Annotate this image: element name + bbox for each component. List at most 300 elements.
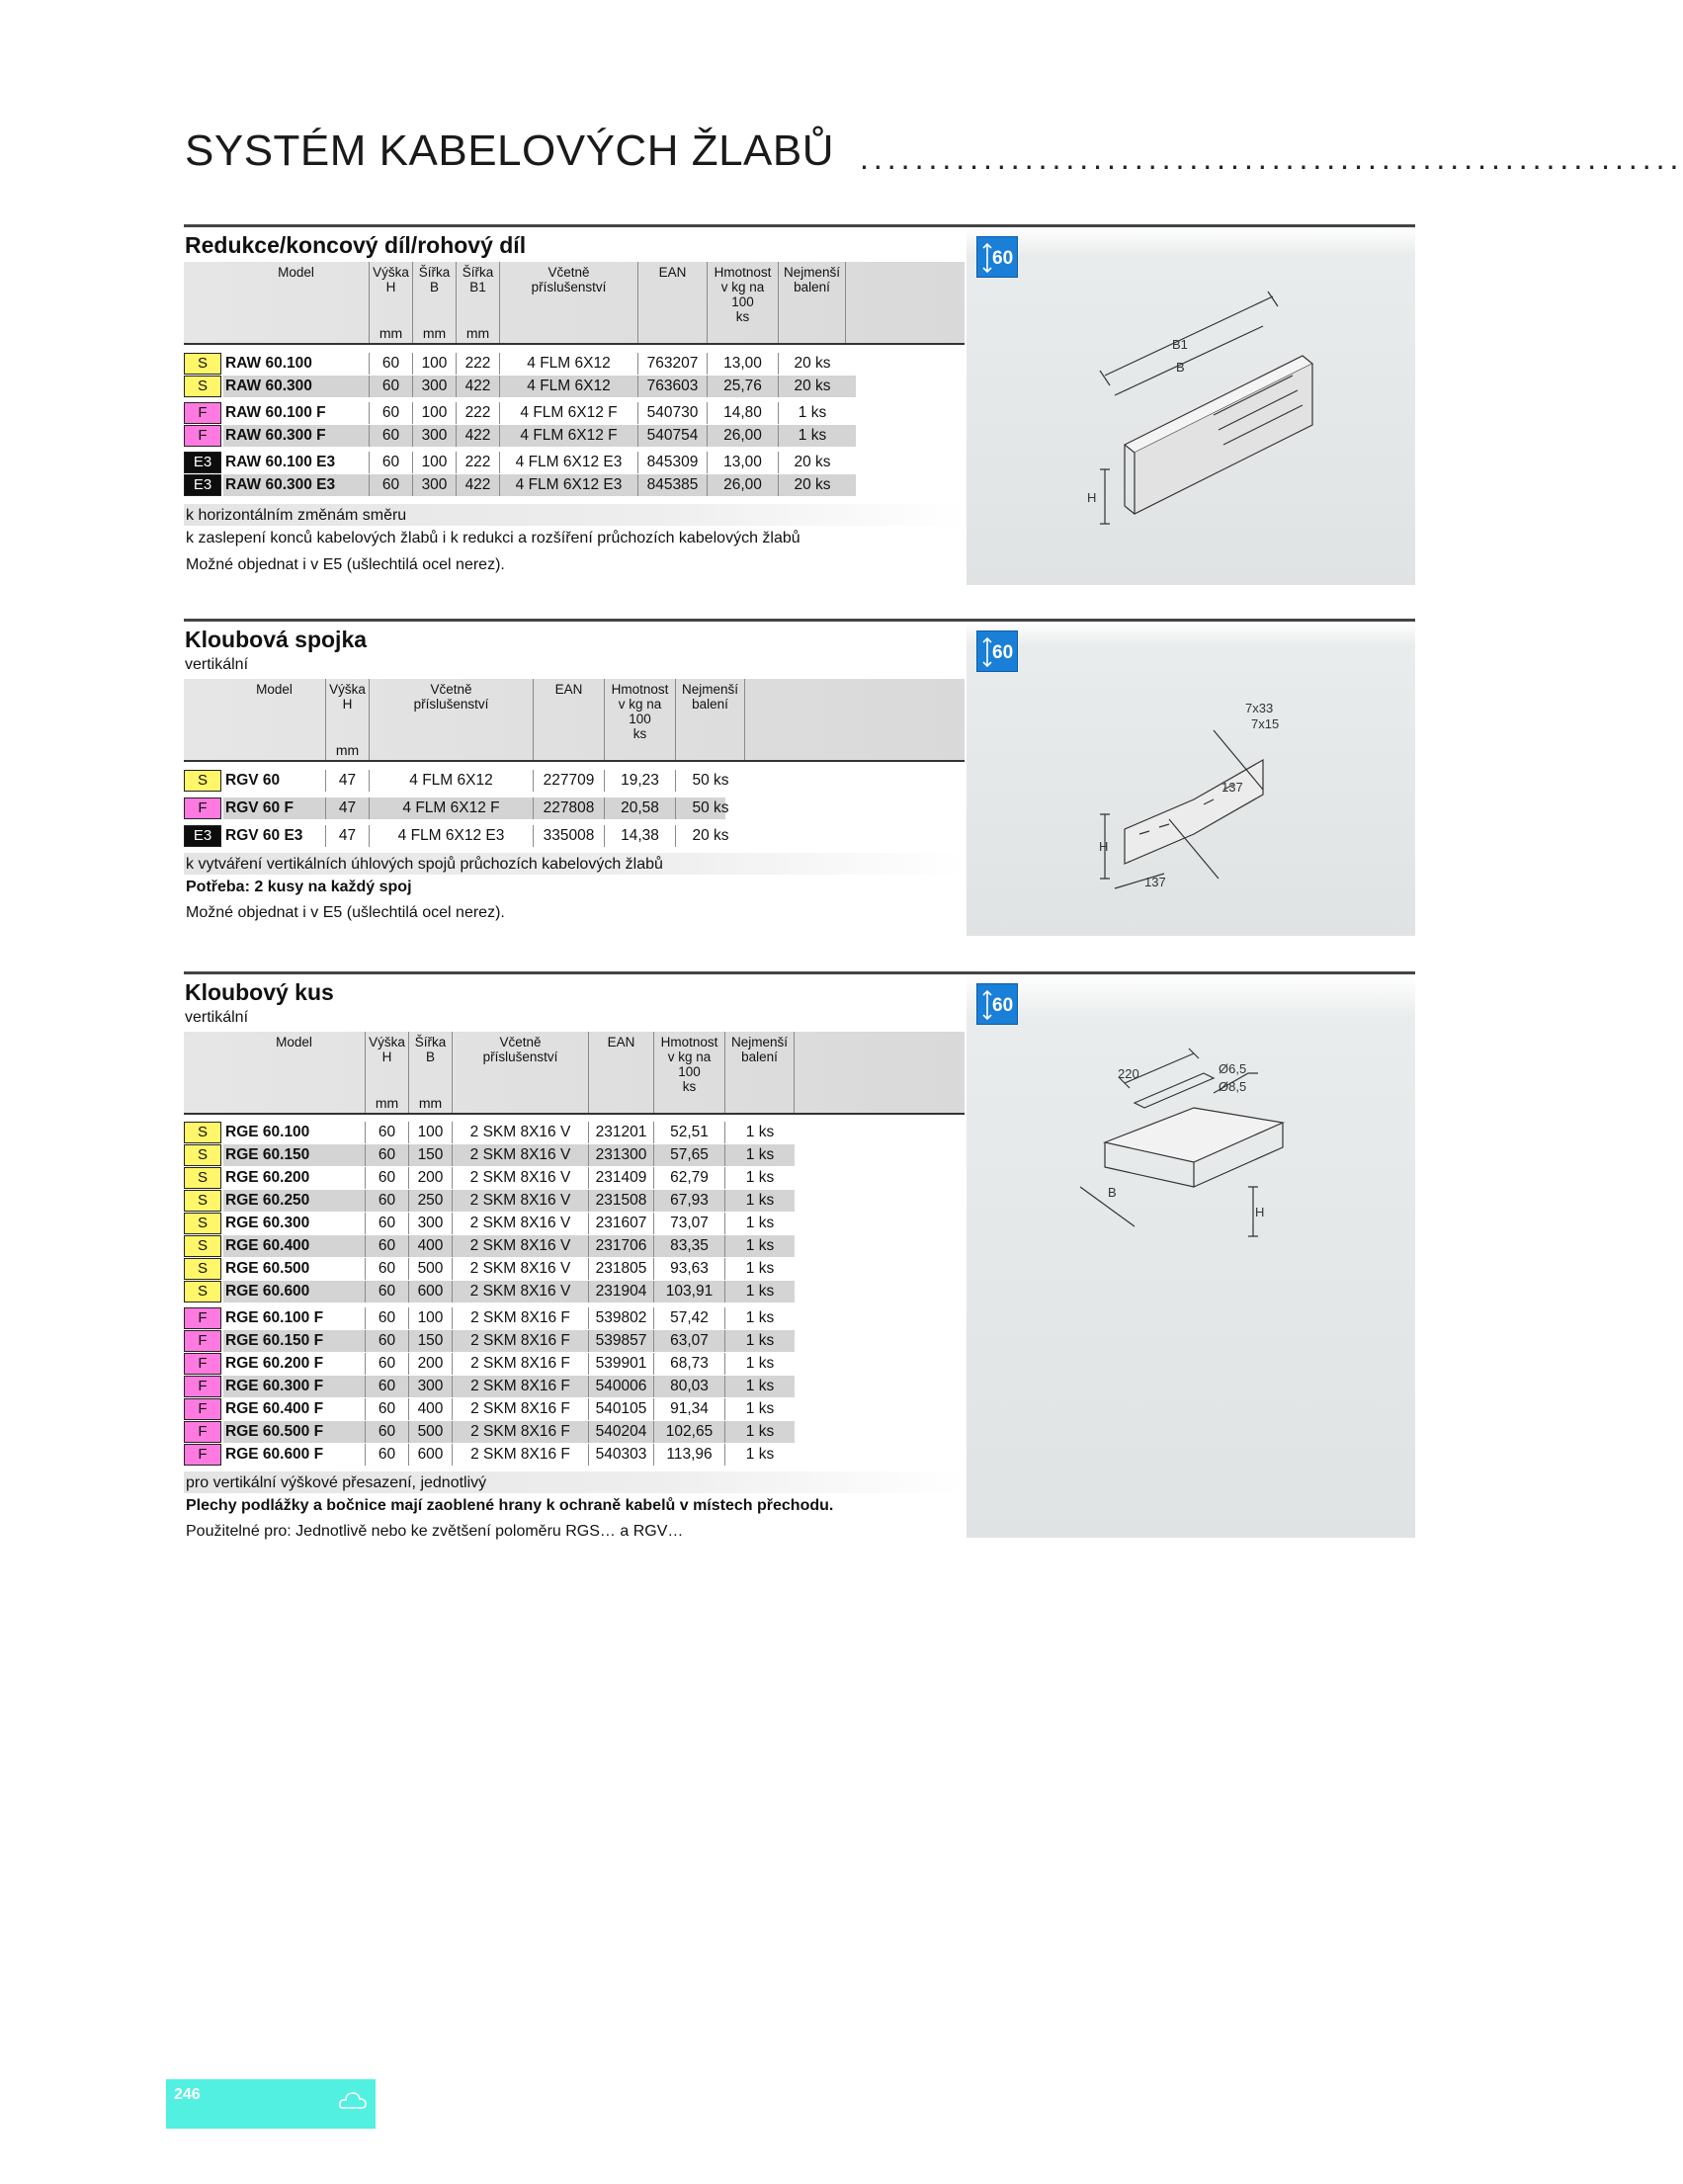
cell-nejmensi-baleni: 1 ks <box>798 404 827 421</box>
cell-vcetne-prislusenstvi: 4 FLM 6X12 F <box>370 798 534 819</box>
finish-tag: S <box>184 1167 221 1189</box>
table-row <box>184 1398 795 1420</box>
finish-tag: S <box>184 1258 221 1280</box>
cell-sirka-b: 300 <box>413 376 457 397</box>
model-cell: RGE 60.400 <box>223 1235 366 1257</box>
cell-vcetne-prislusenstvi: 2 SKM 8X16 V <box>453 1235 589 1257</box>
column-unit: mm <box>418 1095 443 1111</box>
table-header <box>184 262 965 345</box>
cell-ean: 231508 <box>589 1190 654 1212</box>
table-header <box>184 1032 965 1115</box>
cell-nejmensi-baleni: 1 ks <box>745 1192 775 1209</box>
usage-note: k horizontálním změnám směru <box>184 504 965 526</box>
cell-ean: 227808 <box>534 798 605 819</box>
svg-text:Ø6,5: Ø6,5 <box>1219 1061 1247 1076</box>
cell-sirka-b1: 422 <box>457 474 500 496</box>
column-header-model <box>223 262 370 343</box>
section-title: Kloubový kus <box>185 979 334 1005</box>
column-header-label: Nejmenší balení <box>730 1035 789 1064</box>
table-header <box>184 679 965 762</box>
finish-tag: S <box>184 1235 221 1257</box>
height-badge <box>976 983 1018 1025</box>
cell-vcetne-prislusenstvi: 4 FLM 6X12 <box>500 376 638 397</box>
model-cell: RAW 60.100 <box>223 353 370 375</box>
column-header-label: Hmotnost v kg na 100 ks <box>714 265 772 324</box>
cell-nejmensi-baleni: 1 ks <box>745 1169 775 1186</box>
cell-vyska-h: 60 <box>366 1421 409 1443</box>
cell-hmotnost-v-kg-na-100-ks: 83,35 <box>654 1235 725 1257</box>
cell-ean: 539901 <box>589 1353 654 1375</box>
column-header-ean <box>589 1032 654 1113</box>
cell-sirka-b1: 422 <box>457 425 500 447</box>
section-kloubova-spojka <box>184 619 1415 939</box>
row-cells <box>223 452 856 473</box>
row-cells <box>223 1258 795 1280</box>
cell-sirka-b: 300 <box>413 425 457 447</box>
row-cells <box>223 402 856 424</box>
section-note: Potřeba: 2 kusy na každý spoj <box>186 879 412 895</box>
finish-tag: S <box>184 1190 221 1212</box>
column-header-vyska-h <box>370 262 413 343</box>
cell-ean: 540730 <box>638 402 708 424</box>
column-unit: mm <box>465 325 490 341</box>
column-header-label: Včetně příslušenství <box>482 1035 558 1064</box>
cell-vcetne-prislusenstvi: 4 FLM 6X12 E3 <box>500 474 638 496</box>
model-cell: RGE 60.600 F <box>223 1444 366 1466</box>
table-row <box>184 1281 795 1302</box>
model-cell: RAW 60.300 E3 <box>223 474 370 496</box>
finish-tag: S <box>184 1281 221 1302</box>
cell-ean: 227709 <box>534 770 605 792</box>
badge-value: 60 <box>992 248 1014 269</box>
cell-vyska-h: 60 <box>366 1213 409 1234</box>
cell-vcetne-prislusenstvi: 2 SKM 8X16 V <box>453 1258 589 1280</box>
cell-ean: 231201 <box>589 1122 654 1143</box>
table-row <box>184 1235 795 1257</box>
cell-sirka-b1: 422 <box>457 376 500 397</box>
cell-hmotnost-v-kg-na-100-ks: 52,51 <box>654 1122 725 1143</box>
cell-vcetne-prislusenstvi: 4 FLM 6X12 E3 <box>370 825 534 847</box>
column-header-label: Šířka B1 <box>462 265 494 294</box>
cell-nejmensi-baleni: 20 ks <box>794 476 831 493</box>
row-cells <box>223 798 729 819</box>
cell-vcetne-prislusenstvi: 2 SKM 8X16 F <box>453 1444 589 1466</box>
cell-hmotnost-v-kg-na-100-ks: 26,00 <box>708 474 779 496</box>
row-cells <box>223 1144 795 1166</box>
finish-tag: S <box>184 1144 221 1166</box>
cell-nejmensi-baleni: 1 ks <box>798 427 827 444</box>
cell-hmotnost-v-kg-na-100-ks: 26,00 <box>708 425 779 447</box>
column-header-label: Včetně příslušenství <box>531 265 607 294</box>
cell-vyska-h: 60 <box>366 1281 409 1302</box>
cell-sirka-b: 150 <box>409 1144 453 1166</box>
model-cell: RGV 60 E3 <box>223 825 326 847</box>
finish-tag: F <box>184 798 221 819</box>
column-unit: mm <box>422 325 447 341</box>
cell-hmotnost-v-kg-na-100-ks: 73,07 <box>654 1213 725 1234</box>
cell-vcetne-prislusenstvi: 2 SKM 8X16 V <box>453 1281 589 1302</box>
finish-tag: F <box>184 1376 221 1397</box>
cell-vcetne-prislusenstvi: 2 SKM 8X16 V <box>453 1167 589 1189</box>
cell-vyska-h: 60 <box>370 402 413 424</box>
table-row <box>184 474 856 496</box>
model-cell: RAW 60.100 E3 <box>223 452 370 473</box>
cell-ean: 540105 <box>589 1398 654 1420</box>
cell-ean: 539802 <box>589 1307 654 1329</box>
page-footer <box>166 2079 376 2129</box>
table-row <box>184 1167 795 1189</box>
product-drawing <box>967 974 1415 1538</box>
cell-vcetne-prislusenstvi: 2 SKM 8X16 F <box>453 1421 589 1443</box>
table-row <box>184 353 856 375</box>
model-cell: RAW 60.300 <box>223 376 370 397</box>
table-row <box>184 1421 795 1443</box>
section-note: Možné objednat i v E5 (ušlechtilá ocel nerez). <box>186 556 505 573</box>
column-unit: mm <box>375 1095 399 1111</box>
cell-ean: 540303 <box>589 1444 654 1466</box>
row-cells <box>223 1190 795 1212</box>
product-drawing-panel <box>967 974 1415 1538</box>
cell-vcetne-prislusenstvi: 2 SKM 8X16 F <box>453 1376 589 1397</box>
row-cells <box>223 1307 795 1329</box>
cell-vyska-h: 60 <box>366 1376 409 1397</box>
model-cell: RGE 60.100 <box>223 1122 366 1143</box>
cell-hmotnost-v-kg-na-100-ks: 103,91 <box>654 1281 725 1302</box>
cell-ean: 539857 <box>589 1330 654 1352</box>
cell-vyska-h: 60 <box>366 1330 409 1352</box>
cell-vcetne-prislusenstvi: 2 SKM 8X16 V <box>453 1213 589 1234</box>
table-row <box>184 1122 795 1143</box>
finish-tag: S <box>184 770 221 792</box>
cell-sirka-b: 200 <box>409 1167 453 1189</box>
cell-nejmensi-baleni: 1 ks <box>745 1332 775 1349</box>
section-subtitle: vertikální <box>185 656 249 673</box>
product-drawing <box>967 622 1415 936</box>
table-row <box>184 1190 795 1212</box>
cell-vcetne-prislusenstvi: 4 FLM 6X12 <box>370 770 534 792</box>
column-header-label: Výška H <box>373 265 409 294</box>
model-cell: RGE 60.500 <box>223 1258 366 1280</box>
column-header-sirka-b <box>413 262 457 343</box>
section-kloubovy-kus <box>184 971 1415 1541</box>
row-cells <box>223 1376 795 1397</box>
column-header-label: Šířka B <box>418 265 451 294</box>
cell-vyska-h: 60 <box>370 425 413 447</box>
cloud-icon <box>338 2088 368 2114</box>
cell-sirka-b: 100 <box>409 1307 453 1329</box>
title-leader-dots: ............................................................ <box>860 140 1683 176</box>
cell-hmotnost-v-kg-na-100-ks: 91,34 <box>654 1398 725 1420</box>
column-header-label: Včetně příslušenství <box>413 682 489 712</box>
cell-nejmensi-baleni: 1 ks <box>745 1237 775 1254</box>
cell-sirka-b: 500 <box>409 1421 453 1443</box>
cell-nejmensi-baleni: 1 ks <box>745 1309 775 1326</box>
cell-vcetne-prislusenstvi: 4 FLM 6X12 F <box>500 425 638 447</box>
cell-nejmensi-baleni: 1 ks <box>745 1423 775 1440</box>
table-row <box>184 1353 795 1375</box>
model-cell: RGE 60.300 F <box>223 1376 366 1397</box>
table-row <box>184 1213 795 1234</box>
section-note: Použitelné pro: Jednotlivě nebo ke zvětšení poloměru RGS… a RGV… <box>186 1523 684 1540</box>
column-header-nejmensi-baleni <box>779 262 846 343</box>
svg-text:B: B <box>1176 360 1185 375</box>
cell-ean: 845309 <box>638 452 708 473</box>
usage-note: pro vertikální výškové přesazení, jednotlivý <box>184 1471 965 1493</box>
height-badge <box>976 630 1018 672</box>
cell-vcetne-prislusenstvi: 2 SKM 8X16 F <box>453 1353 589 1375</box>
column-header-vyska-h <box>326 679 370 760</box>
cell-sirka-b: 500 <box>409 1258 453 1280</box>
cell-sirka-b: 400 <box>409 1398 453 1420</box>
cell-vyska-h: 47 <box>326 825 370 847</box>
finish-tag: F <box>184 1307 221 1329</box>
finish-tag: F <box>184 402 221 424</box>
cell-hmotnost-v-kg-na-100-ks: 57,42 <box>654 1307 725 1329</box>
cell-vyska-h: 60 <box>370 376 413 397</box>
cell-vcetne-prislusenstvi: 2 SKM 8X16 F <box>453 1330 589 1352</box>
usage-note: k vytváření vertikálních úhlových spojů průchozích kabelových žlabů <box>184 853 965 875</box>
section-title: Kloubová spojka <box>185 627 368 652</box>
finish-tag: S <box>184 376 221 397</box>
model-cell: RGV 60 <box>223 770 326 792</box>
cell-vcetne-prislusenstvi: 2 SKM 8X16 F <box>453 1398 589 1420</box>
table-row <box>184 1330 795 1352</box>
cell-sirka-b: 150 <box>409 1330 453 1352</box>
finish-tag: S <box>184 1213 221 1234</box>
column-header-label: Výška H <box>329 682 366 712</box>
cell-nejmensi-baleni: 1 ks <box>745 1146 775 1163</box>
finish-tag: S <box>184 1122 221 1143</box>
model-cell: RGE 60.150 F <box>223 1330 366 1352</box>
svg-text:B1: B1 <box>1172 337 1188 352</box>
column-header-label: Hmotnost v kg na 100 ks <box>660 1035 718 1094</box>
cell-vyska-h: 60 <box>366 1258 409 1280</box>
row-cells <box>223 1213 795 1234</box>
table-row <box>184 1376 795 1397</box>
column-header-model <box>223 679 326 760</box>
table-row <box>184 1307 795 1329</box>
height-arrow-icon <box>982 990 992 1020</box>
finish-tag: E3 <box>184 825 221 847</box>
model-cell: RGV 60 F <box>223 798 326 819</box>
model-cell: RGE 60.200 F <box>223 1353 366 1375</box>
row-cells <box>223 1281 795 1302</box>
cell-vyska-h: 60 <box>366 1144 409 1166</box>
cell-nejmensi-baleni: 1 ks <box>745 1283 775 1300</box>
svg-text:7x33: 7x33 <box>1245 701 1274 715</box>
cell-nejmensi-baleni: 20 ks <box>794 454 831 470</box>
cell-vyska-h: 60 <box>366 1353 409 1375</box>
cell-hmotnost-v-kg-na-100-ks: 68,73 <box>654 1353 725 1375</box>
model-cell: RGE 60.200 <box>223 1167 366 1189</box>
table-row <box>184 452 856 473</box>
cell-hmotnost-v-kg-na-100-ks: 62,79 <box>654 1167 725 1189</box>
cell-nejmensi-baleni: 1 ks <box>745 1400 775 1417</box>
column-header-vcetne-prislusenstvi <box>500 262 638 343</box>
section-note: Plechy podlážky a bočnice mají zaoblené hrany k ochraně kabelů v místech přechodu. <box>186 1497 834 1514</box>
cell-vcetne-prislusenstvi: 2 SKM 8X16 V <box>453 1144 589 1166</box>
cell-ean: 231300 <box>589 1144 654 1166</box>
model-cell: RAW 60.100 F <box>223 402 370 424</box>
row-cells <box>223 825 729 847</box>
cell-vyska-h: 60 <box>370 474 413 496</box>
cell-hmotnost-v-kg-na-100-ks: 14,80 <box>708 402 779 424</box>
model-cell: RGE 60.600 <box>223 1281 366 1302</box>
row-cells <box>223 1398 795 1420</box>
cell-nejmensi-baleni: 1 ks <box>745 1124 775 1140</box>
cell-hmotnost-v-kg-na-100-ks: 80,03 <box>654 1376 725 1397</box>
column-header-hmotnost-v-kg-na-100-ks <box>605 679 676 760</box>
table-row <box>184 798 729 819</box>
finish-tag: F <box>184 1444 221 1466</box>
column-unit: mm <box>335 742 360 758</box>
column-header-label: EAN <box>607 1035 635 1050</box>
cell-hmotnost-v-kg-na-100-ks: 113,96 <box>654 1444 725 1466</box>
column-header-hmotnost-v-kg-na-100-ks <box>708 262 779 343</box>
row-cells <box>223 1353 795 1375</box>
column-header-vyska-h <box>366 1032 409 1113</box>
svg-text:B: B <box>1108 1185 1117 1200</box>
cell-sirka-b1: 222 <box>457 353 500 375</box>
finish-tag: F <box>184 1398 221 1420</box>
column-header-ean <box>534 679 605 760</box>
cell-sirka-b: 300 <box>409 1376 453 1397</box>
cell-ean: 763603 <box>638 376 708 397</box>
cell-vcetne-prislusenstvi: 4 FLM 6X12 F <box>500 402 638 424</box>
cell-vcetne-prislusenstvi: 2 SKM 8X16 V <box>453 1122 589 1143</box>
product-drawing-panel <box>967 622 1415 936</box>
row-cells <box>223 1122 795 1143</box>
cell-hmotnost-v-kg-na-100-ks: 13,00 <box>708 353 779 375</box>
svg-text:137: 137 <box>1221 780 1243 795</box>
cell-vcetne-prislusenstvi: 4 FLM 6X12 <box>500 353 638 375</box>
finish-tag: F <box>184 425 221 447</box>
row-cells <box>223 1421 795 1443</box>
row-cells <box>223 353 856 375</box>
row-cells <box>223 1235 795 1257</box>
column-header-label: Model <box>276 1035 312 1050</box>
cell-ean: 763207 <box>638 353 708 375</box>
cell-ean: 231805 <box>589 1258 654 1280</box>
cell-nejmensi-baleni: 50 ks <box>692 799 729 816</box>
svg-text:Ø8,5: Ø8,5 <box>1219 1079 1247 1094</box>
column-header-sirka-b1 <box>457 262 500 343</box>
finish-tag: E3 <box>184 452 221 473</box>
model-cell: RGE 60.100 F <box>223 1307 366 1329</box>
cell-hmotnost-v-kg-na-100-ks: 20,58 <box>605 798 676 819</box>
cell-hmotnost-v-kg-na-100-ks: 19,23 <box>605 770 676 792</box>
cell-sirka-b: 100 <box>413 353 457 375</box>
row-cells <box>223 1167 795 1189</box>
cell-vyska-h: 60 <box>366 1235 409 1257</box>
column-header-label: Hmotnost v kg na 100 ks <box>611 682 669 741</box>
cell-vcetne-prislusenstvi: 2 SKM 8X16 V <box>453 1190 589 1212</box>
badge-value: 60 <box>992 642 1014 663</box>
cell-ean: 231706 <box>589 1235 654 1257</box>
cell-sirka-b: 600 <box>409 1281 453 1302</box>
cell-nejmensi-baleni: 50 ks <box>692 772 729 789</box>
page-number: 246 <box>174 2086 201 2103</box>
height-arrow-icon <box>982 637 992 667</box>
product-drawing <box>967 227 1415 585</box>
finish-tag: F <box>184 1353 221 1375</box>
svg-text:H: H <box>1099 839 1109 854</box>
cell-vyska-h: 60 <box>370 452 413 473</box>
cell-sirka-b: 250 <box>409 1190 453 1212</box>
finish-tag: S <box>184 353 221 375</box>
product-drawing-panel <box>967 227 1415 585</box>
cell-vyska-h: 47 <box>326 798 370 819</box>
table-row <box>184 1444 795 1466</box>
column-header-nejmensi-baleni <box>725 1032 795 1113</box>
column-header-label: EAN <box>554 682 583 697</box>
cell-vyska-h: 60 <box>366 1122 409 1143</box>
cell-sirka-b: 400 <box>409 1235 453 1257</box>
cell-sirka-b1: 222 <box>457 452 500 473</box>
svg-text:H: H <box>1255 1205 1265 1219</box>
cell-vyska-h: 60 <box>366 1444 409 1466</box>
section-redukce-koncovy-dil-rohovy-dil <box>184 224 1415 588</box>
cell-sirka-b: 200 <box>409 1353 453 1375</box>
cell-hmotnost-v-kg-na-100-ks: 63,07 <box>654 1330 725 1352</box>
cell-sirka-b: 600 <box>409 1444 453 1466</box>
svg-text:220: 220 <box>1118 1066 1139 1081</box>
cell-sirka-b: 100 <box>409 1122 453 1143</box>
column-header-sirka-b <box>409 1032 453 1113</box>
model-cell: RGE 60.300 <box>223 1213 366 1234</box>
cell-nejmensi-baleni: 1 ks <box>745 1378 775 1394</box>
cell-sirka-b1: 222 <box>457 402 500 424</box>
cell-ean: 231607 <box>589 1213 654 1234</box>
column-header-vcetne-prislusenstvi <box>453 1032 589 1113</box>
cell-ean: 540754 <box>638 425 708 447</box>
row-cells <box>223 474 856 496</box>
model-cell: RGE 60.500 F <box>223 1421 366 1443</box>
row-cells <box>223 1330 795 1352</box>
cell-hmotnost-v-kg-na-100-ks: 67,93 <box>654 1190 725 1212</box>
section-subtitle: vertikální <box>185 1009 249 1026</box>
cell-ean: 540006 <box>589 1376 654 1397</box>
finish-tag: F <box>184 1330 221 1352</box>
page-title: SYSTÉM KABELOVÝCH ŽLABŮ <box>185 126 835 175</box>
cell-vyska-h: 47 <box>326 770 370 792</box>
table-row <box>184 770 729 792</box>
table-row <box>184 1258 795 1280</box>
cell-nejmensi-baleni: 20 ks <box>794 378 831 394</box>
cell-nejmensi-baleni: 1 ks <box>745 1260 775 1277</box>
cell-ean: 231409 <box>589 1167 654 1189</box>
column-header-nejmensi-baleni <box>676 679 745 760</box>
column-header-label: Model <box>278 265 314 280</box>
cell-sirka-b: 300 <box>409 1213 453 1234</box>
cell-nejmensi-baleni: 1 ks <box>745 1355 775 1372</box>
section-note: Možné objednat i v E5 (ušlechtilá ocel nerez). <box>186 904 505 921</box>
model-cell: RGE 60.400 F <box>223 1398 366 1420</box>
height-arrow-icon <box>982 243 992 273</box>
column-header-hmotnost-v-kg-na-100-ks <box>654 1032 725 1113</box>
column-unit: mm <box>379 325 403 341</box>
section-title: Redukce/koncový díl/rohový díl <box>185 232 527 258</box>
cell-vcetne-prislusenstvi: 2 SKM 8X16 F <box>453 1307 589 1329</box>
column-header-label: Nejmenší balení <box>681 682 739 712</box>
column-header-label: EAN <box>658 265 687 280</box>
cell-nejmensi-baleni: 20 ks <box>692 827 729 844</box>
svg-text:7x15: 7x15 <box>1251 716 1280 731</box>
column-header-label: Výška H <box>369 1035 405 1064</box>
badge-value: 60 <box>992 995 1014 1016</box>
table-row <box>184 825 729 847</box>
table-row <box>184 425 856 447</box>
